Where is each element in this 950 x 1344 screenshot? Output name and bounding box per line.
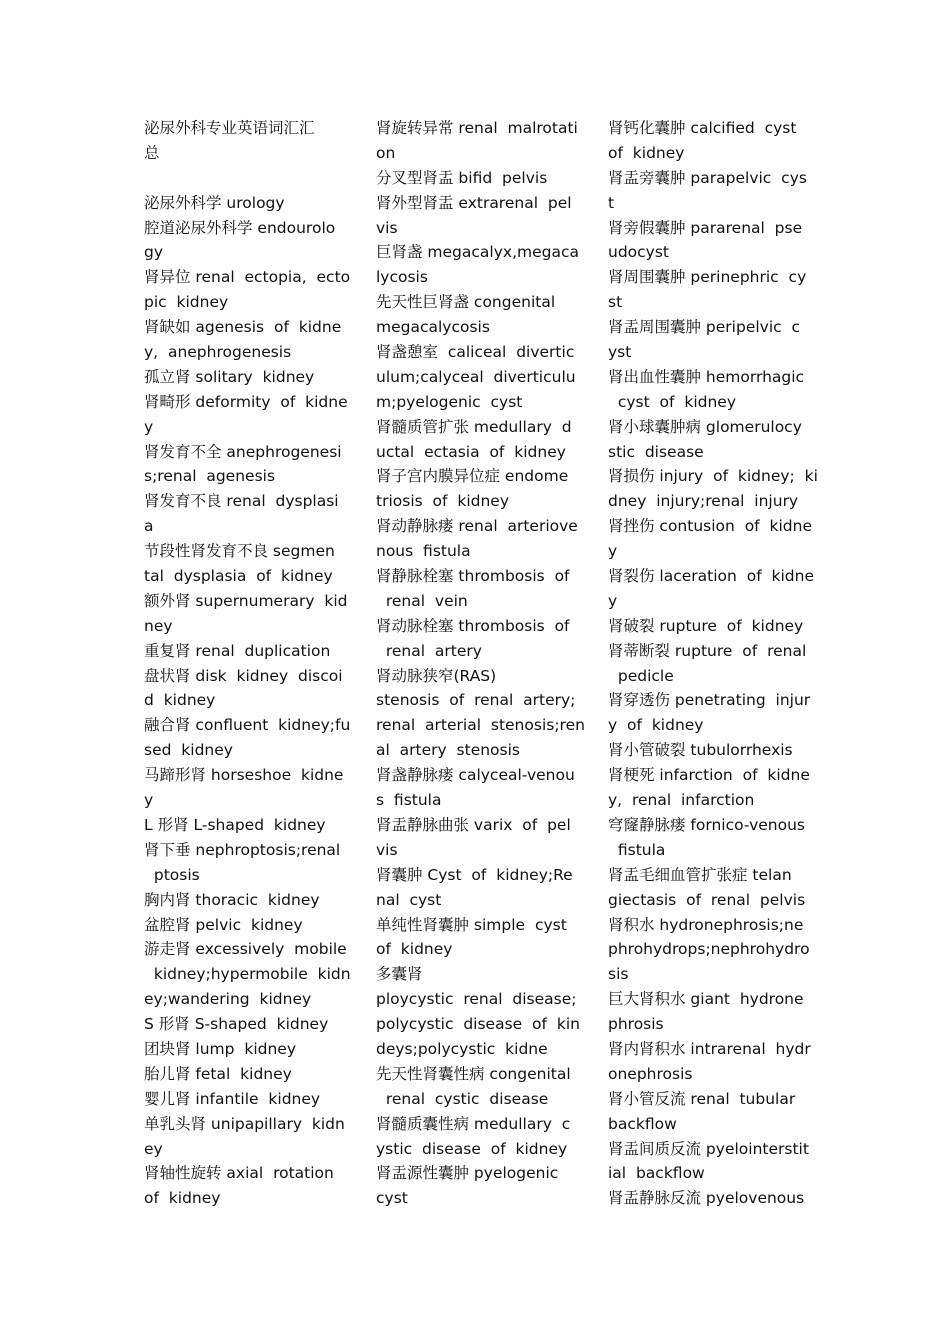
glossary-line: of kidney bbox=[144, 1189, 221, 1208]
glossary-line: 单乳头肾 unipapillary kidn bbox=[144, 1114, 345, 1133]
glossary-line: sed kidney bbox=[144, 741, 233, 760]
glossary-line: 肾动静脉瘘 renal arteriove bbox=[376, 517, 578, 536]
glossary-line: 盘状肾 disk kidney discoi bbox=[144, 666, 343, 685]
glossary-line: 肾动脉狭窄(RAS) bbox=[376, 666, 497, 685]
glossary-line: vis bbox=[376, 218, 398, 237]
glossary-line: 肾异位 renal ectopia, ecto bbox=[144, 268, 351, 287]
glossary-line: t bbox=[608, 193, 615, 212]
glossary-line: 肾内肾积水 intrarenal hydr bbox=[608, 1039, 811, 1058]
glossary-line: ney bbox=[144, 616, 173, 635]
glossary-line: s fistula bbox=[376, 791, 442, 810]
glossary-line: 巨肾盏 megacalyx,megaca bbox=[376, 243, 579, 262]
glossary-line: nous fistula bbox=[376, 542, 471, 561]
glossary-line: 肾发育不良 renal dysplasi bbox=[144, 492, 339, 511]
glossary-line: ial backflow bbox=[608, 1164, 705, 1183]
glossary-line: 先天性肾囊性病 congenital bbox=[376, 1064, 571, 1083]
glossary-line: 肾缺如 agenesis of kidne bbox=[144, 318, 342, 337]
glossary-line: y bbox=[144, 791, 154, 810]
glossary-line: y of kidney bbox=[608, 716, 704, 735]
glossary-line: 节段性肾发育不良 segmen bbox=[144, 542, 335, 561]
glossary-line: 穹窿静脉瘘 fornico-venous bbox=[608, 815, 805, 834]
glossary-line: onephrosis bbox=[608, 1064, 693, 1083]
glossary-line: polycystic disease of kin bbox=[376, 1015, 580, 1034]
glossary-line: 胸内肾 thoracic kidney bbox=[144, 890, 320, 909]
glossary-line: phrohydrops;nephrohydro bbox=[608, 940, 810, 959]
glossary-line: d kidney bbox=[144, 691, 216, 710]
glossary-line: 肾小管破裂 tubulorrhexis bbox=[608, 741, 793, 760]
glossary-line: renal arterial stenosis;ren bbox=[376, 716, 585, 735]
glossary-line: 重复肾 renal duplication bbox=[144, 641, 331, 660]
glossary-line: 游走肾 excessively mobile bbox=[144, 940, 347, 959]
glossary-line: y, anephrogenesis bbox=[144, 343, 292, 362]
glossary-line: triosis of kidney bbox=[376, 492, 509, 511]
glossary-line: 肾盂周围囊肿 peripelvic c bbox=[608, 318, 801, 337]
glossary-line: 肾畸形 deformity of kidne bbox=[144, 392, 348, 411]
glossary-line: m;pyelogenic cyst bbox=[376, 392, 523, 411]
glossary-line: renal cystic disease bbox=[376, 1089, 549, 1108]
glossary-line: of kidney bbox=[376, 940, 453, 959]
glossary-line: sis bbox=[608, 965, 629, 984]
glossary-line: ystic disease of kidney bbox=[376, 1139, 568, 1158]
glossary-line: tal dysplasia of kidney bbox=[144, 567, 333, 586]
glossary-line: 额外肾 supernumerary kid bbox=[144, 591, 348, 610]
glossary-line: 肾盂毛细血管扩张症 telan bbox=[608, 865, 792, 884]
glossary-line: 肾盂旁囊肿 parapelvic cys bbox=[608, 168, 807, 187]
glossary-line: st bbox=[608, 293, 623, 312]
glossary-line: 肾轴性旋转 axial rotation bbox=[144, 1164, 334, 1183]
glossary-line: 肾出血性囊肿 hemorrhagic bbox=[608, 367, 805, 386]
glossary-line: stenosis of renal artery; bbox=[376, 691, 576, 710]
glossary-line: 腔道泌尿外科学 endourolo bbox=[144, 218, 336, 237]
glossary-line: 盆腔肾 pelvic kidney bbox=[144, 915, 303, 934]
glossary-line: y, renal infarction bbox=[608, 791, 755, 810]
glossary-line: 融合肾 confluent kidney;fu bbox=[144, 716, 351, 735]
glossary-line: 多囊肾 bbox=[376, 965, 423, 984]
blank-line bbox=[144, 166, 346, 191]
glossary-line: backflow bbox=[608, 1114, 677, 1133]
glossary-line: gy bbox=[144, 243, 164, 262]
glossary-line: a bbox=[144, 517, 154, 536]
glossary-line: 肾动脉栓塞 thrombosis of bbox=[376, 616, 570, 635]
glossary-line: y bbox=[144, 417, 154, 436]
glossary-line: 肾钙化囊肿 calcified cyst bbox=[608, 119, 797, 137]
glossary-line: 肾盂间质反流 pyelointerstit bbox=[608, 1139, 809, 1158]
glossary-line: cyst bbox=[376, 1189, 408, 1208]
page-title-line: 总 bbox=[144, 143, 160, 162]
glossary-line: of kidney bbox=[608, 143, 685, 162]
glossary-line: cyst of kidney bbox=[608, 392, 737, 411]
glossary-line: kidney;hypermobile kidn bbox=[144, 965, 351, 984]
glossary-line: ey;wandering kidney bbox=[144, 990, 312, 1009]
glossary-line: 肾裂伤 laceration of kidne bbox=[608, 567, 814, 586]
glossary-line: 肾囊肿 Cyst of kidney;Re bbox=[376, 865, 573, 884]
glossary-line: L 形肾 L-shaped kidney bbox=[144, 815, 326, 834]
glossary-line: nal cyst bbox=[376, 890, 442, 909]
glossary-line: 肾周围囊肿 perinephric cy bbox=[608, 268, 807, 287]
glossary-line: 肾发育不全 anephrogenesi bbox=[144, 442, 342, 461]
glossary-line: 马蹄形肾 horseshoe kidne bbox=[144, 766, 344, 785]
glossary-line: pedicle bbox=[608, 666, 674, 685]
glossary-line: 肾盂源性囊肿 pyelogenic bbox=[376, 1164, 559, 1183]
glossary-line: al artery stenosis bbox=[376, 741, 520, 760]
glossary-line: ploycystic renal disease; bbox=[376, 990, 577, 1009]
glossary-line: 肾外型肾盂 extrarenal pel bbox=[376, 193, 572, 212]
glossary-line: yst bbox=[608, 343, 632, 362]
glossary-line: 胎儿肾 fetal kidney bbox=[144, 1064, 292, 1083]
glossary-line: 孤立肾 solitary kidney bbox=[144, 367, 315, 386]
glossary-line: 肾积水 hydronephrosis;ne bbox=[608, 915, 804, 934]
glossary-line: 肾旁假囊肿 pararenal pse bbox=[608, 218, 803, 237]
glossary-line: 单纯性肾囊肿 simple cyst bbox=[376, 915, 567, 934]
glossary-line: y bbox=[608, 542, 618, 561]
glossary-line: 肾盏憩室 caliceal divertic bbox=[376, 343, 575, 362]
glossary-line: 巨大肾积水 giant hydrone bbox=[608, 990, 804, 1009]
glossary-line: 肾子宫内膜异位症 endome bbox=[376, 467, 569, 486]
glossary-line: ptosis bbox=[144, 865, 200, 884]
glossary-line: 肾挫伤 contusion of kidne bbox=[608, 517, 812, 536]
glossary-line: s;renal agenesis bbox=[144, 467, 276, 486]
glossary-line: ey bbox=[144, 1139, 163, 1158]
glossary-line: 肾静脉栓塞 thrombosis of bbox=[376, 567, 570, 586]
glossary-line: 婴儿肾 infantile kidney bbox=[144, 1089, 321, 1108]
glossary-line: y bbox=[608, 591, 618, 610]
glossary-line: udocyst bbox=[608, 243, 669, 262]
glossary-line: renal vein bbox=[376, 591, 468, 610]
glossary-line: fistula bbox=[608, 840, 666, 859]
glossary-line: 肾盏静脉瘘 calyceal-venou bbox=[376, 766, 575, 785]
glossary-line: uctal ectasia of kidney bbox=[376, 442, 566, 461]
glossary-line: 肾蒂断裂 rupture of renal bbox=[608, 641, 807, 660]
glossary-line: 团块肾 lump kidney bbox=[144, 1039, 297, 1058]
glossary-line: ulum;calyceal diverticulu bbox=[376, 367, 576, 386]
glossary-line: on bbox=[376, 143, 396, 162]
right-column bbox=[608, 116, 818, 1211]
left-column bbox=[144, 116, 351, 1211]
glossary-line: deys;polycystic kidne bbox=[376, 1039, 548, 1058]
glossary-line: 分叉型肾盂 bifid pelvis bbox=[376, 168, 548, 187]
glossary-line: 肾下垂 nephroptosis;renal bbox=[144, 840, 341, 859]
middle-column bbox=[376, 116, 585, 1211]
glossary-line: 肾穿透伤 penetrating injur bbox=[608, 691, 811, 710]
page-title-line: 泌尿外科专业英语词汇汇 bbox=[144, 119, 315, 137]
glossary-line: megacalycosis bbox=[376, 318, 490, 337]
glossary-line: stic disease bbox=[608, 442, 704, 461]
glossary-line: 肾旋转异常 renal malrotati bbox=[376, 119, 578, 137]
glossary-line: renal artery bbox=[376, 641, 482, 660]
glossary-line: 先天性巨肾盏 congenital bbox=[376, 293, 556, 312]
glossary-line: phrosis bbox=[608, 1015, 664, 1034]
glossary-line: vis bbox=[376, 840, 398, 859]
glossary-line: giectasis of renal pelvis bbox=[608, 890, 806, 909]
glossary-line: dney injury;renal injury bbox=[608, 492, 799, 511]
glossary-line: S 形肾 S-shaped kidney bbox=[144, 1015, 329, 1034]
glossary-line: 肾梗死 infarction of kidne bbox=[608, 766, 810, 785]
glossary-line: 肾破裂 rupture of kidney bbox=[608, 616, 804, 635]
glossary-line: 肾盂静脉反流 pyelovenous bbox=[608, 1189, 805, 1208]
glossary-line: 泌尿外科学 urology bbox=[144, 193, 285, 212]
glossary-line: 肾髓质囊性病 medullary c bbox=[376, 1114, 571, 1133]
glossary-line: 肾小球囊肿病 glomerulocy bbox=[608, 417, 802, 436]
glossary-line: 肾损伤 injury of kidney; ki bbox=[608, 467, 818, 486]
glossary-line: pic kidney bbox=[144, 293, 229, 312]
glossary-line: 肾盂静脉曲张 varix of pel bbox=[376, 815, 571, 834]
glossary-line: 肾髓质管扩张 medullary d bbox=[376, 417, 572, 436]
glossary-line: 肾小管反流 renal tubular bbox=[608, 1089, 796, 1108]
glossary-line: lycosis bbox=[376, 268, 428, 287]
